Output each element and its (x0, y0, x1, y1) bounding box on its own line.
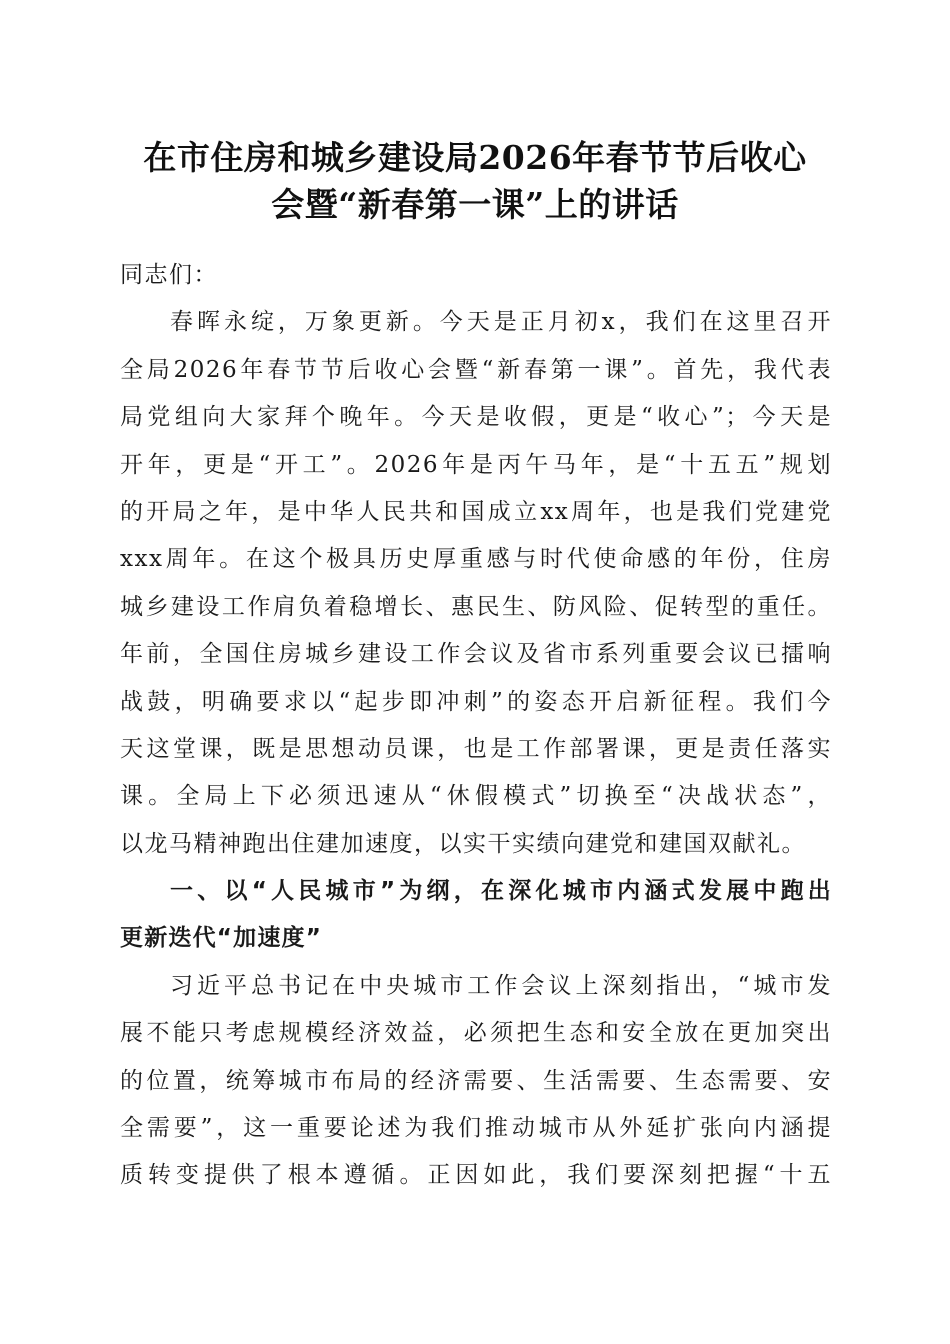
document-body (120, 252, 832, 1200)
heading-line: 更新迭代“加速度” (120, 925, 323, 952)
paragraph-line: 全局2026年春节节后收心会暨“新春第一课”。首先，我代表 (120, 356, 832, 383)
title-line: 在市住房和城乡建设局2026年春节节后收心 (143, 138, 807, 177)
heading-line: 一、以“人民城市”为纲，在深化城市内涵式发展中跑出 (170, 878, 832, 905)
paragraph-section-1 (120, 963, 832, 1200)
section-heading-1 (120, 868, 832, 963)
paragraph-line: 的开局之年，是中华人民共和国成立xx周年，也是我们党建党 (120, 498, 832, 525)
paragraph-line: 春晖永绽，万象更新。今天是正月初x，我们在这里召开 (170, 309, 832, 336)
paragraph-line: 课。全局上下必须迅速从“休假模式”切换至“决战状态”， (120, 783, 832, 810)
title-line: 会暨“新春第一课”上的讲话 (271, 185, 679, 225)
paragraph-line: xxx周年。在这个极具历史厚重感与时代使命感的年份，住房 (120, 546, 832, 573)
paragraph-line: 开年，更是“开工”。2026年是丙午马年，是“十五五”规划 (120, 451, 832, 478)
paragraph-line: 质转变提供了根本遵循。正因如此，我们要深刻把握“十五 (120, 1162, 832, 1189)
paragraph-line: 展不能只考虑规模经济效益，必须把生态和安全放在更加突出 (120, 1020, 832, 1047)
paragraph-line: 习近平总书记在中央城市工作会议上深刻指出，“城市发 (170, 972, 832, 999)
paragraph-line: 年前，全国住房城乡建设工作会议及省市系列重要会议已擂响 (120, 641, 832, 668)
paragraph-line: 战鼓，明确要求以“起步即冲刺”的姿态开启新征程。我们今 (120, 688, 832, 715)
paragraph-line: 局党组向大家拜个晚年。今天是收假，更是“收心”；今天是 (120, 404, 832, 431)
paragraph-intro (120, 299, 832, 868)
paragraph-line: 以龙马精神跑出住建加速度，以实干实绩向建党和建国双献礼。 (120, 830, 806, 857)
salutation: 同志们： (120, 262, 218, 288)
paragraph-line: 的位置，统筹城市布局的经济需要、生活需要、生态需要、安 (120, 1067, 832, 1094)
paragraph-line: 天这堂课，既是思想动员课，也是工作部署课，更是责任落实 (120, 735, 832, 762)
paragraph-line: 全需要”，这一重要论述为我们推动城市从外延扩张向内涵提 (120, 1115, 832, 1142)
paragraph-line: 城乡建设工作肩负着稳增长、惠民生、防风险、促转型的重任。 (120, 593, 832, 620)
document-title (100, 134, 850, 229)
